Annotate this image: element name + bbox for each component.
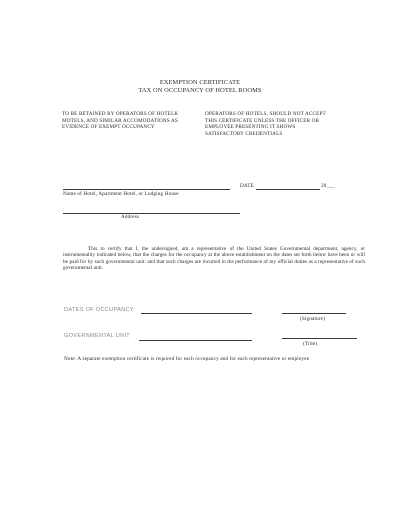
retain-notice-line: EVIDENCE OF EXEMPT OCCUPANCY — [62, 124, 155, 131]
dates-of-occupancy-field[interactable] — [141, 313, 252, 314]
signature-field[interactable] — [282, 313, 346, 314]
dates-of-occupancy-label: DATES OF OCCUPANCY — [64, 307, 134, 313]
warning-notice-line: SATISFACTORY CREDENTIALS — [205, 130, 283, 137]
governmental-unit-field[interactable] — [139, 340, 252, 341]
hotel-name-label: Name of Hotel, Apartment Hotel, or Lodging House — [63, 191, 179, 197]
certificate-title: EXEMPTION CERTIFICATE — [159, 79, 241, 86]
signature-label: (Signature) — [300, 316, 325, 322]
governmental-unit-label: GOVERNMENTAL UNIT — [64, 333, 131, 339]
retain-notice-line: MOTELS, AND SIMILAR ACCOMODATIONS AS — [62, 117, 178, 124]
separate-certificate-note: Note: A separate exemption certificate is required for each occupancy and for each representative or employee. — [64, 356, 311, 362]
warning-notice-line: OPERATORS OF HOTELS, SHOULD NOT ACCEPT — [205, 111, 326, 117]
address-field[interactable] — [63, 213, 240, 214]
warning-notice-line: THIS CERTIFICATE UNLESS THE OFFICER OR — [205, 117, 320, 124]
date-year: 20___ — [321, 183, 335, 189]
warning-notice-line: EMPLOYEE PRESENTING IT SHOWS — [205, 124, 296, 131]
officer-title-label: (Title) — [303, 341, 318, 347]
date-label: DATE — [240, 183, 254, 189]
certification-statement: This to certify that I, the undersigned, am a representative of the United States Governmental department, agency, or instrumentality indicated below, that the charges for the occupancy at the above establishment on the dates set forth below have been or will be paid for by such governmental unit: and that such charges are incurred in the performance of my official duties as a representative of such governmental unit. — [63, 246, 365, 272]
hotel-name-field[interactable] — [63, 189, 230, 190]
operator-warning-notice — [205, 111, 355, 137]
address-label: Address — [121, 214, 140, 220]
date-field[interactable] — [256, 189, 320, 190]
retain-notice-line: TO BE RETAINED BY OPERATORS OF HOTELK — [62, 111, 179, 117]
officer-title-field[interactable] — [282, 338, 357, 339]
retain-notice — [62, 111, 202, 131]
certificate-subtitle: TAX ON OCCUPANCY OF HOTEL ROOMS — [138, 87, 262, 94]
